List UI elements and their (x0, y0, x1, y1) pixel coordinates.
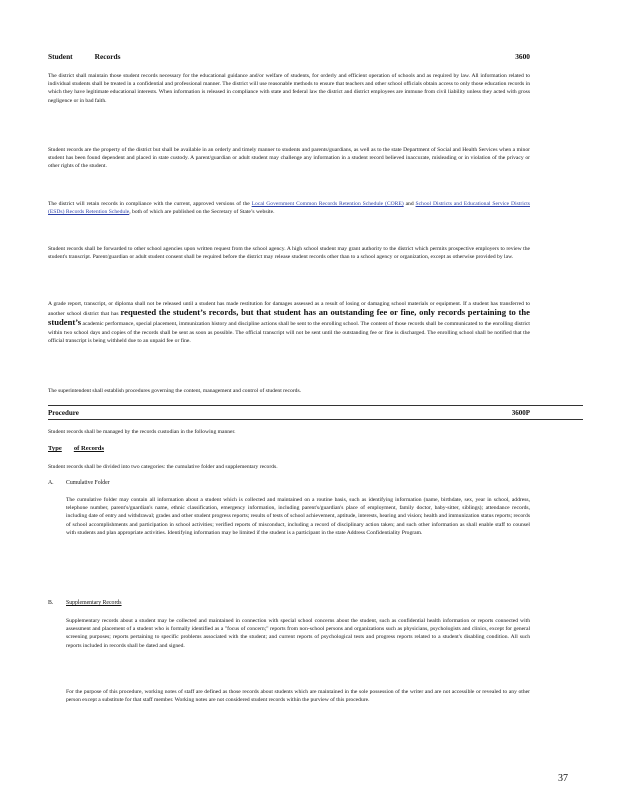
policy-number: 3600 (515, 52, 530, 61)
types-intro: Student records shall be divided into two categories: the cumulative folder and supplementary records. (48, 464, 278, 470)
paragraph-retention (48, 200, 530, 216)
core-schedule-link[interactable]: Local Government Common Records Retention Schedule (CORE) (251, 201, 404, 207)
section-a-title: Cumulative Folder (66, 480, 110, 486)
section-a-text: The cumulative folder may contain all information about a student which is collected and maintained on a routine basis, such as identifying information (name, birthdate, sex, year in school, address, telephone number, parent's/guardian's name, ethnic classification, emergency information, including parent's/guardian's place of employment, family doctor, baby-sitter, siblings); attendance records, including date of entry and withdrawal; grades and other student progress reports; results of tests of school achievement, aptitude, interests, hearing and vision; health and immunization status reports; records of school accomplishments and participation in school activities; verified reports of misconduct, including a record of disciplinary action taken; and such other information as shall enable staff to counsel with students and plan appropriate activities. Identifying information may be limited if the student is a participant in the state Address Confidentiality Program. (66, 497, 530, 536)
section-b-text: Supplementary records about a student may be collected and maintained in connection with special school concerns about the student, such as confidential health information or reports connected with assessment and placement of a student who is formally identified as a "focus of concern;" reports from non-school persons and organizations such as physicians, psychologists and clinics, except for general screening purposes; reports pertaining to specific problems associated with the student; and current reports of psychological tests and progress reports related to a student's disabling condition. All such reports included in records shall be dated and signed. (66, 618, 530, 649)
procedure-number: 3600P (511, 409, 530, 417)
retention-text-pre: The district will retain records in compliance with the current, approved versions of the (48, 201, 250, 207)
policy-header (48, 52, 530, 61)
section-divider-top (48, 405, 583, 406)
paragraph-maintenance: The district shall maintain those student records necessary for the educational guidance and/or welfare of students, for orderly and efficient operation of schools and as required by law. All information related to individual students shall be treated in a confidential and professional manner. The district will use reasonable methods to ensure that teachers and other school officials obtain access to only those education records in which they have legitimate educational interests. When information is released in compliance with state and federal law the district and district employees are immune from civil liability unless they acted with gross negligence or in bad faith. (48, 73, 530, 104)
section-b-working-notes: For the purpose of this procedure, working notes of staff are defined as those records about students which are maintained in the sole possession of the writer and are not accessible or revealed to any other person except a substitute for that staff member. Working notes are not considered student records within the purview of this procedure. (66, 689, 530, 704)
types-heading-part2: of Records (73, 445, 105, 452)
policy-title-part1: Student (48, 52, 73, 61)
paragraph-forwarding: Student records shall be forwarded to other school agencies upon written request from the school agency. A high school student may grant authority to the district which permits prospective employers to review the student's transcript. Parent/guardian or adult student consent shall be required before the district may release student records other than to a school agency or organization, except as otherwise provided by law. (48, 246, 530, 261)
restitution-text-b: academic performance, special placement, immunization history and discipline actions shall be sent to the enrolling school. The content of those records shall be communicated to the enrolling district within two school days and copies of the records shall be sent as soon as possible. The official transcript will not be sent until the outstanding fee or fine is discharged. The enrolling school shall be notified that the official transcript is being withheld due to an unpaid fee or fine. (48, 321, 530, 344)
retention-text-post: , both of which are published on the Secretary of State’s website. (129, 209, 275, 216)
page-number: 37 (558, 773, 568, 784)
procedure-intro: Student records shall be managed by the records custodian in the following manner. (48, 429, 236, 435)
section-b-letter: B. (48, 600, 54, 606)
section-a-letter: A. (48, 480, 54, 486)
policy-title-part2: Records (94, 52, 121, 61)
paragraph-restitution (48, 300, 530, 345)
retention-text-and: and (405, 201, 414, 207)
section-a-heading (48, 480, 110, 486)
section-divider-bottom (48, 419, 583, 420)
procedure-header (48, 409, 530, 417)
procedure-title: Procedure (48, 409, 79, 417)
restitution-text-large: requested the student’s records, but that student has an outstanding fee or fine, only records pertaining to the student’s (48, 307, 530, 328)
paragraph-property: Student records are the property of the district but shall be available in an orderly and timely manner to students and parents/guardians, as well as to the state Department of Social and Health Services when a minor student has been found dependent and placed in state custody. A parent/guardian or adult student may challenge any information in a student record believed inaccurate, misleading or in violation of the privacy or other rights of the student. (48, 147, 530, 170)
section-b-heading (48, 600, 122, 606)
section-b-title: Supplementary Records (66, 600, 122, 606)
types-heading (48, 445, 104, 452)
types-heading-part1: Type (48, 445, 62, 452)
school-districts-schedule-link[interactable]: School Districts and Educational Service Districts (ESDs) Records Retention Schedule (48, 201, 530, 216)
restitution-text-a: A grade report, transcript, or diploma shall not be released until a student has made restitution for damages assessed as a result of losing or damaging school materials or equipment. If a student has transferred to another school district that has (48, 301, 530, 318)
paragraph-superintendent: The superintendent shall establish procedures governing the content, management and control of student records. (48, 388, 302, 394)
